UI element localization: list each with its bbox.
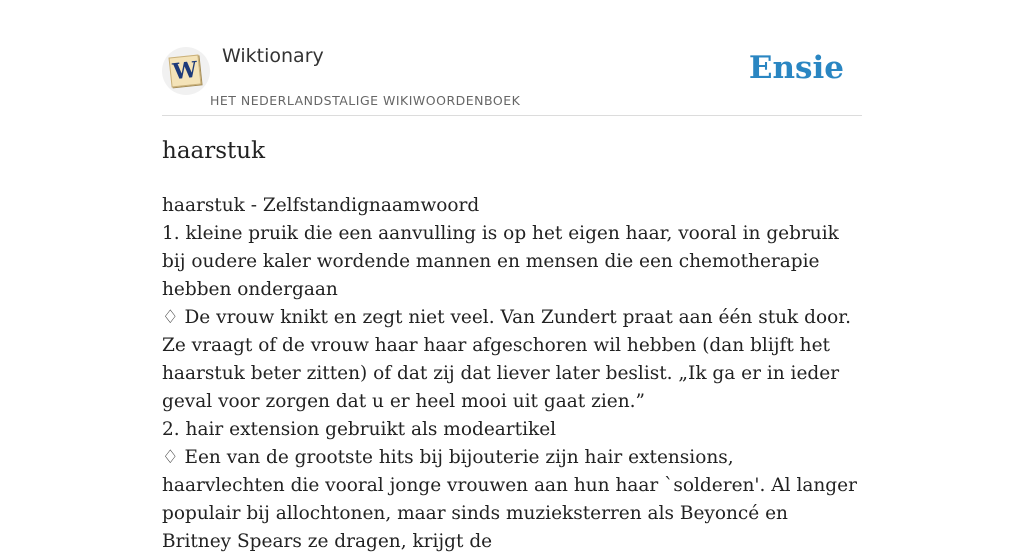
headword-line: haarstuk - Zelfstandignaamwoord: [162, 195, 480, 216]
page-title: haarstuk: [162, 138, 266, 164]
example-1: ♢ De vrouw knikt en zegt niet veel. Van Zundert praat aan één stuk door. Ze vraagt of de vrouw haar haar afgeschoren wil hebben (dan blijft het haarstuk beter zitten) of dat zij dat liever later beslist. „Ik ga er in ieder geval voor zorgen dat u er heel mooi uit gaat zien.”: [162, 307, 851, 412]
site-tagline: HET NEDERLANDSTALIGE WIKIWOORDENBOEK: [210, 93, 521, 108]
site-header: [162, 0, 862, 116]
example-2: ♢ Een van de grootste hits bij bijouterie zijn hair extensions, haarvlechten die vooral jonge vrouwen aan hun haar `solderen'. Al langer populair bij allochtonen, maar sinds muzieksterren als Beyoncé en Britney Spears ze dragen, krijgt de: [162, 447, 857, 552]
definition-1: 1. kleine pruik die een aanvulling is op het eigen haar, vooral in gebruik bij oudere kaler wordende mannen en mensen die een chemotherapie hebben ondergaan: [162, 223, 839, 300]
definition-2: 2. hair extension gebruikt als modeartikel: [162, 419, 557, 440]
wiktionary-w-tile-icon: [169, 55, 202, 88]
ensie-brand-link[interactable]: Ensie: [748, 50, 844, 86]
entry-body: [162, 192, 862, 556]
logo-letter: W: [171, 56, 199, 86]
wiktionary-logo[interactable]: [162, 47, 210, 95]
site-name[interactable]: Wiktionary: [222, 45, 324, 67]
